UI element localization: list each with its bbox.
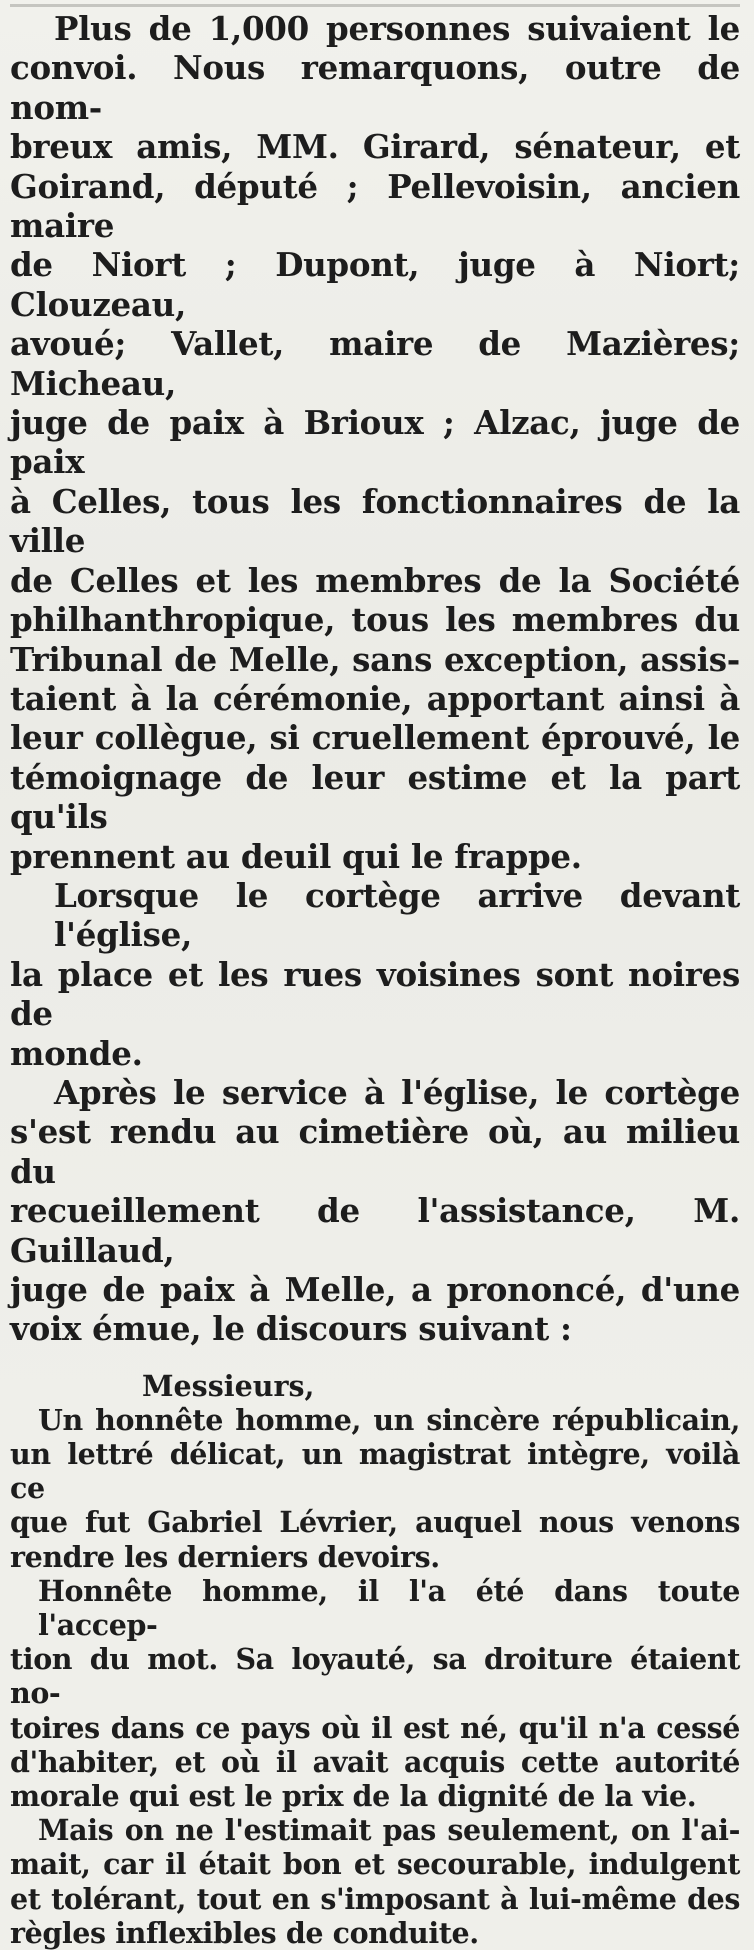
text-line: Un honnête homme, un sincère républicain,: [38, 1402, 740, 1437]
text-line: breux amis, MM. Girard, sénateur, et: [10, 127, 740, 167]
text-line: s'est rendu au cimetière où, au milieu du: [10, 1112, 740, 1191]
text-line: Tribunal de Melle, sans exception, assis-: [10, 639, 740, 679]
text-line: tion du mot. Sa loyauté, sa droiture étaient no-: [10, 1642, 740, 1711]
text-line: de Celles et les membres de la Société: [10, 560, 740, 600]
text-line: règles inflexibles de conduite.: [10, 1915, 479, 1950]
text-line: de Niort ; Dupont, juge à Niort; Clouzeau,: [10, 245, 740, 324]
text-line: d'habiter, et où il avait acquis cette autorité: [10, 1744, 740, 1779]
text-line: taient à la cérémonie, apportant ainsi à: [10, 678, 740, 718]
text-line: convoi. Nous remarquons, outre de nom-: [10, 48, 740, 127]
text-line: un lettré délicat, un magistrat intègre, voilà ce: [10, 1437, 740, 1506]
text-line: recueillement de l'assistance, M. Guillaud,: [10, 1191, 740, 1270]
speech-paragraph-intro: [10, 1403, 740, 1574]
speech-paragraph-character: [10, 1813, 740, 1950]
top-rule: [10, 4, 740, 7]
text-line: Plus de 1,000 personnes suivaient le: [54, 9, 740, 48]
text-line: Honnête homme, il l'a été dans toute l'accep-: [38, 1573, 740, 1643]
paragraph-church-arrival: [10, 876, 740, 1073]
text-line: mait, car il était bon et secourable, indulgent: [10, 1847, 740, 1882]
text-line: juge de paix à Brioux ; Alzac, juge de paix: [10, 403, 740, 482]
paragraph-funeral-procession: [10, 9, 740, 876]
text-line: philhanthropique, tous les membres du: [10, 600, 740, 640]
text-line: la place et les rues voisines sont noires de: [10, 954, 740, 1034]
text-line: Goirand, député ; Pellevoisin, ancien maire: [10, 166, 740, 246]
speech-body: [10, 1369, 740, 1950]
article-body: [10, 9, 740, 1349]
text-line: Mais on ne l'estimait pas seulement, on l'ai-: [38, 1813, 740, 1848]
paragraph-cemetery: [10, 1073, 740, 1349]
text-line: témoignage de leur estime et la part qu'ils: [10, 757, 740, 837]
text-line: prennent au deuil qui le frappe.: [10, 836, 582, 876]
speech-paragraph-honesty: [10, 1574, 740, 1813]
text-line: toires dans ce pays où il est né, qu'il n'a cessé: [10, 1710, 740, 1745]
text-line: leur collègue, si cruellement éprouvé, le: [10, 718, 740, 758]
text-line: voix émue, le discours suivant :: [10, 1309, 572, 1349]
text-line: avoué; Vallet, maire de Mazières; Micheau,: [10, 324, 740, 403]
text-line: morale qui est le prix de la dignité de la vie.: [10, 1779, 697, 1814]
text-line: que fut Gabriel Lévrier, auquel nous venons: [10, 1505, 740, 1540]
text-line: Lorsque le cortège arrive devant l'église,: [54, 875, 740, 955]
text-line: monde.: [10, 1033, 143, 1073]
text-line: à Celles, tous les fonctionnaires de la ville: [10, 481, 740, 561]
text-line: Après le service à l'église, le cortège: [54, 1072, 740, 1112]
text-line: juge de paix à Melle, a prononcé, d'une: [10, 1270, 740, 1309]
text-line: et tolérant, tout en s'imposant à lui-même des: [10, 1881, 740, 1916]
text-line: rendre les derniers devoirs.: [10, 1539, 440, 1574]
speech-salutation: Messieurs,: [142, 1368, 315, 1403]
